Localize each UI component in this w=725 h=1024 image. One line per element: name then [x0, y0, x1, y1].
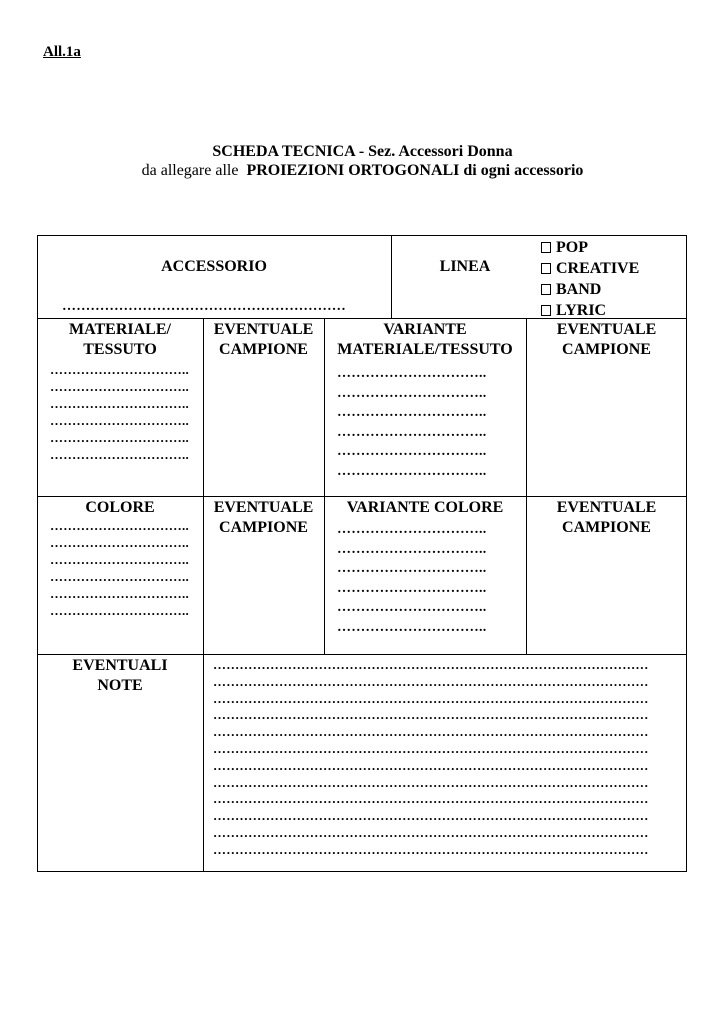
dotted-line[interactable]: …………………………..: [337, 385, 487, 401]
option-label: CREATIVE: [556, 260, 640, 277]
option-pop[interactable]: [541, 237, 639, 258]
campione-colore-label: EVENTUALE CAMPIONE: [213, 499, 314, 536]
dotted-line[interactable]: …………………………..: [50, 586, 189, 601]
dotted-line[interactable]: …………………………..: [337, 561, 487, 576]
variante-colore-lines[interactable]: [337, 521, 486, 638]
document-reference: All.1a: [43, 44, 81, 60]
dotted-line[interactable]: …………………………..: [50, 430, 189, 445]
dotted-line[interactable]: …………………………..: [50, 379, 189, 394]
option-creative[interactable]: [541, 258, 639, 279]
option-label: LYRIC: [556, 302, 607, 319]
dotted-line[interactable]: …………………………..: [337, 619, 487, 635]
row-divider-3: [37, 654, 687, 655]
dotted-line[interactable]: …………………………..: [50, 569, 189, 584]
linea-label: LINEA: [439, 258, 491, 275]
dotted-line[interactable]: ………………………………………………………………………………………: [213, 673, 649, 689]
dotted-line[interactable]: …………………………..: [337, 541, 487, 557]
dotted-line[interactable]: ………………………………………………………………………………………: [213, 774, 649, 790]
dotted-line[interactable]: …………………………..: [50, 362, 189, 377]
option-label: BAND: [556, 281, 602, 298]
option-band[interactable]: [541, 279, 639, 300]
page-subtitle: [0, 162, 725, 180]
subtitle-bold: PROIEZIONI ORTOGONALI di ogni accessorio: [246, 162, 584, 179]
materiale-label: MATERIALE/ TESSUTO: [69, 321, 171, 358]
note-label: EVENTUALI NOTE: [72, 657, 168, 694]
dotted-line[interactable]: ………………………………………………………………………………………: [213, 707, 649, 723]
row-divider-2: [37, 496, 687, 497]
dotted-line[interactable]: …………………………..: [50, 552, 189, 567]
dotted-line[interactable]: ………………………………………………………………………………………: [213, 791, 649, 807]
variante-materiale-lines[interactable]: [337, 365, 486, 482]
note-lines[interactable]: [213, 656, 649, 858]
variante-colore-label: VARIANTE COLORE: [346, 499, 504, 516]
dotted-line[interactable]: …………………………..: [337, 522, 487, 537]
dotted-line[interactable]: …………………………..: [50, 396, 189, 411]
dotted-line[interactable]: ………………………………………………………………………………………: [213, 740, 649, 756]
dotted-line[interactable]: ………………………………………………………………………………………: [213, 724, 649, 740]
column-divider-2: [324, 318, 325, 654]
option-lyric[interactable]: [541, 300, 639, 321]
dotted-line[interactable]: …………………………..: [337, 405, 487, 420]
option-label: POP: [556, 239, 588, 256]
dotted-line[interactable]: …………………………..: [50, 603, 189, 618]
checkbox-icon[interactable]: [541, 284, 551, 295]
campione2-label: EVENTUALE CAMPIONE: [556, 321, 657, 358]
dotted-line[interactable]: ………………………………………………………………………………………: [213, 757, 649, 773]
variante-materiale-label: VARIANTE MATERIALE/TESSUTO: [337, 321, 513, 358]
column-divider-3: [526, 318, 527, 654]
dotted-line[interactable]: ………………………………………………………………………………………: [213, 657, 649, 672]
dotted-line[interactable]: …………………………..: [337, 424, 487, 440]
checkbox-icon[interactable]: [541, 263, 551, 274]
subtitle-prefix: da allegare alle: [141, 162, 239, 179]
colore-lines[interactable]: [50, 517, 189, 619]
page-title: SCHEDA TECNICA - Sez. Accessori Donna: [212, 143, 513, 160]
dotted-line[interactable]: ………………………………………………………………………………………: [213, 808, 649, 824]
accessorio-field[interactable]: ……………………………………………………: [62, 299, 346, 314]
dotted-line[interactable]: …………………………..: [337, 600, 487, 615]
dotted-line[interactable]: …………………………..: [337, 366, 487, 381]
column-divider-1: [203, 318, 204, 872]
dotted-line[interactable]: …………………………..: [337, 463, 487, 479]
accessorio-label: ACCESSORIO: [161, 258, 267, 275]
campione-label: EVENTUALE CAMPIONE: [213, 321, 314, 358]
dotted-line[interactable]: …………………………..: [50, 535, 189, 550]
checkbox-icon[interactable]: [541, 305, 551, 316]
dotted-line[interactable]: …………………………..: [337, 444, 487, 459]
dotted-line[interactable]: …………………………..: [50, 413, 189, 428]
dotted-line[interactable]: ………………………………………………………………………………………: [213, 824, 649, 840]
dotted-line[interactable]: ………………………………………………………………………………………: [213, 690, 649, 706]
dotted-line[interactable]: ………………………………………………………………………………………: [213, 841, 649, 857]
linea-options: [541, 237, 639, 321]
dotted-line[interactable]: …………………………..: [50, 518, 189, 533]
dotted-line[interactable]: …………………………..: [337, 580, 487, 596]
column-divider-linea: [391, 235, 392, 318]
campione2-colore-label: EVENTUALE CAMPIONE: [556, 499, 657, 536]
colore-label: COLORE: [85, 499, 155, 516]
checkbox-icon[interactable]: [541, 242, 551, 253]
dotted-line[interactable]: …………………………..: [50, 447, 189, 462]
materiale-lines[interactable]: [50, 361, 189, 463]
